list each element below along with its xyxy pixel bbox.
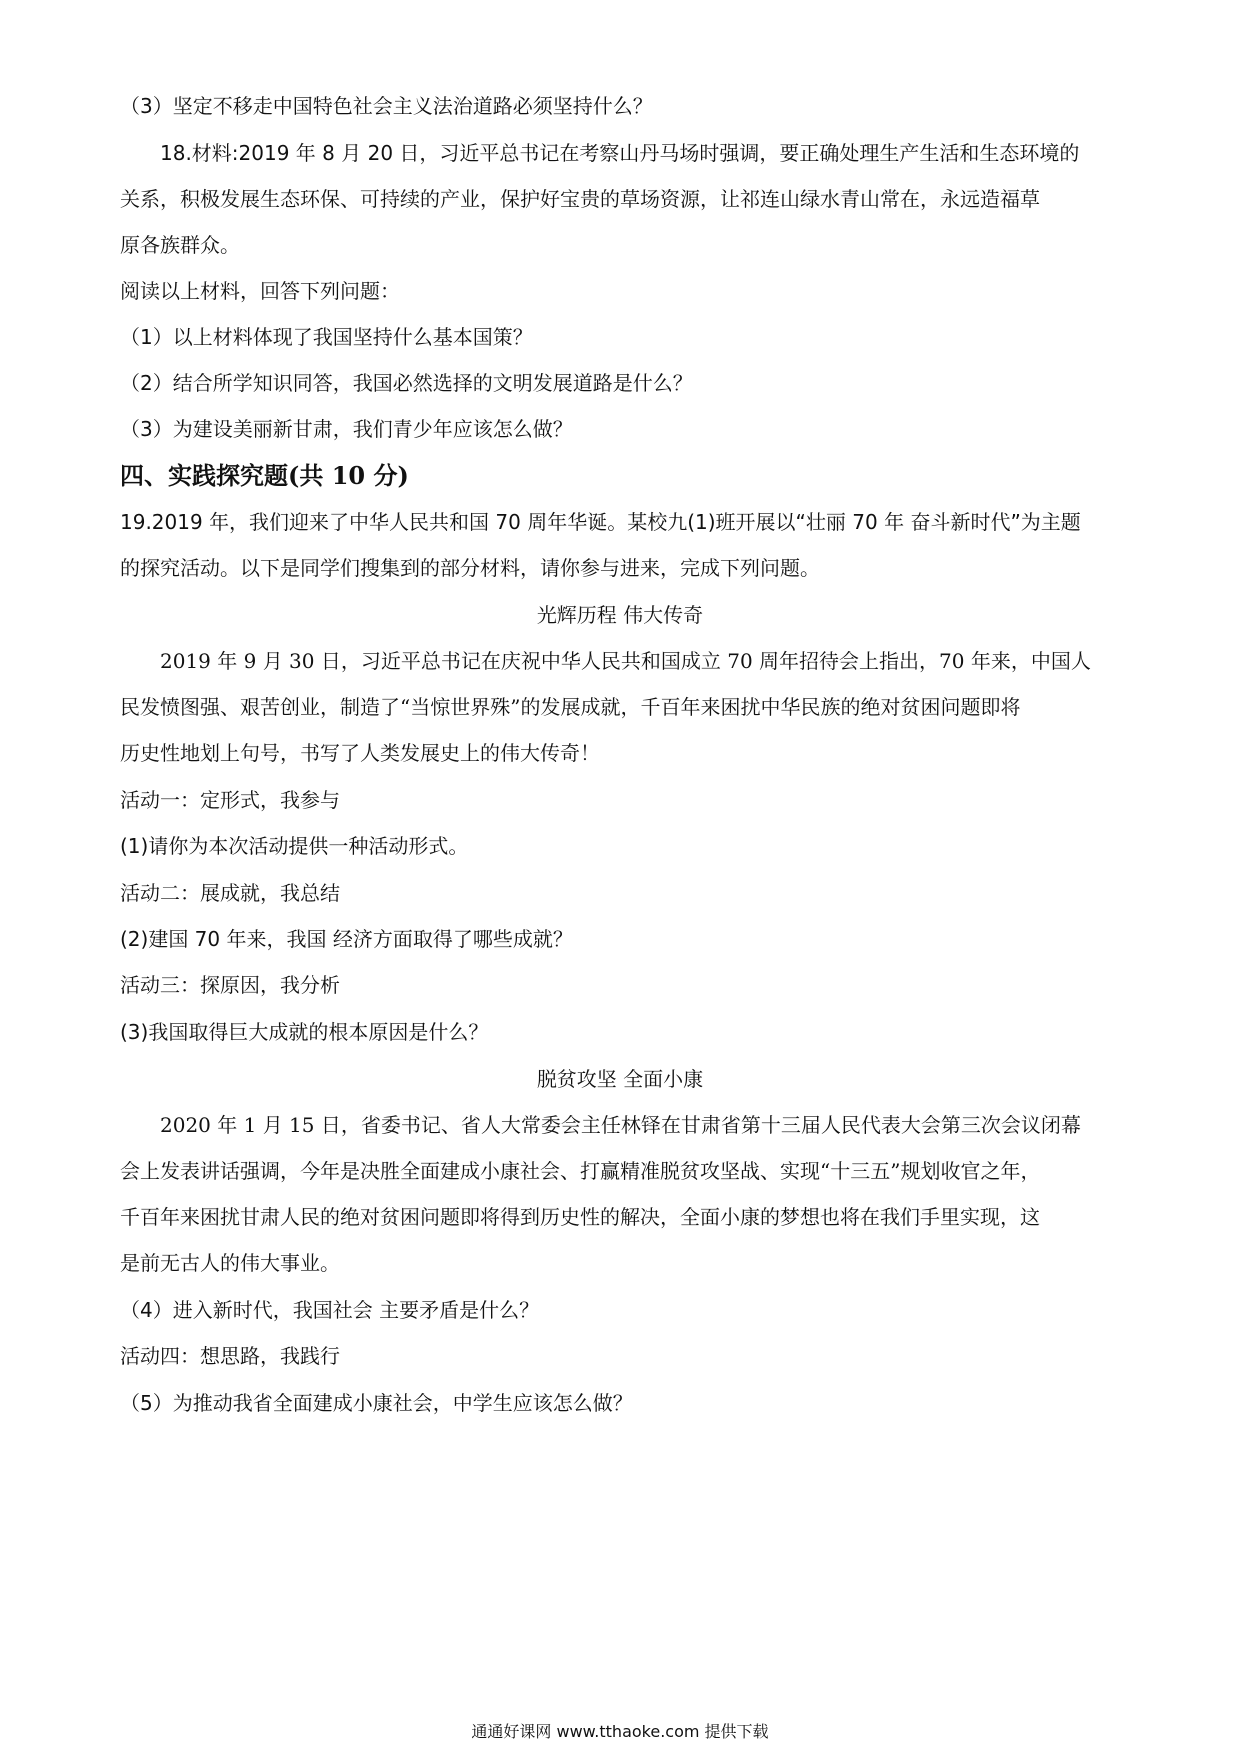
activity-2-label: 活动二：展成就，我总结 [120,881,340,905]
q18-material-line-3: 原各族群众。 [120,233,240,257]
q19-question-3: (3)我国取得巨大成就的根本原因是什么？ [120,1020,489,1044]
q19-question-5: （5）为推动我省全面建成小康社会，中学生应该怎么做？ [120,1391,633,1415]
activity-4-label: 活动四：想思路，我践行 [120,1344,340,1368]
material-subtitle-2: 脱贫攻坚 全面小康 [536,1067,704,1091]
q19-material1-line-1: 2019 年 9 月 30 日，习近平总书记在庆祝中华人民共和国成立 70 周年招待会上指出，70 年来，中国人 [160,649,1091,673]
page-footer: 通通好课网 www.tthaoke.com 提供下载 [471,1722,769,1741]
q18-material-line-2: 关系，积极发展生态环保、可持续的产业，保护好宝贵的草场资源，让祁连山绿水青山常在，永远造福草 [120,187,1040,211]
q19-intro-line-1: 19.2019 年，我们迎来了中华人民共和国 70 周年华诞。某校九(1)班开展以“壮丽 70 年 奋斗新时代”为主题 [120,510,1081,534]
q18-part1: （1）以上材料体现了我国坚持什么基本国策？ [120,325,533,349]
q19-question-4: （4）进入新时代，我国社会 主要矛盾是什么？ [120,1298,540,1322]
q19-material1-line-3: 历史性地划上句号，书写了人类发展史上的伟大传奇！ [120,741,600,765]
q18-part2: （2）结合所学知识同答，我国必然选择的文明发展道路是什么？ [120,371,693,395]
q19-material2-line-3: 千百年来困扰甘肃人民的绝对贫困问题即将得到历史性的解决，全面小康的梦想也将在我们手里实现，这 [120,1205,1040,1229]
q18-part3: （3）为建设美丽新甘肃，我们青少年应该怎么做？ [120,417,573,441]
activity-3-label: 活动三：探原因，我分析 [120,973,340,997]
section-heading: 四、实践探究题(共 10 分) [120,461,409,490]
q18-material-line-1: 18.材料:2019 年 8 月 20 日，习近平总书记在考察山丹马场时强调，要正确处理生产生活和生态环境的 [160,141,1080,165]
q19-material1-line-2: 民发愤图强、艰苦创业，制造了“当惊世界殊”的发展成就，千百年来困扰中华民族的绝对贫困问题即将 [120,695,1021,719]
q19-material2-line-1: 2020 年 1 月 15 日，省委书记、省人大常委会主任林铎在甘肃省第十三届人民代表大会第三次会议闭幕 [160,1113,1081,1137]
activity-1-label: 活动一：定形式，我参与 [120,788,340,812]
q19-material2-line-2: 会上发表讲话强调，今年是决胜全面建成小康社会、打赢精准脱贫攻坚战、实现“十三五”规划收官之年， [120,1159,1041,1183]
q17-part3: （3）坚定不移走中国特色社会主义法治道路必须坚持什么？ [120,94,653,118]
q19-material2-line-4: 是前无古人的伟大事业。 [120,1251,340,1275]
q19-intro-line-2: 的探究活动。以下是同学们搜集到的部分材料，请你参与进来，完成下列问题。 [120,556,820,580]
q19-question-1: (1)请你为本次活动提供一种活动形式。 [120,834,469,858]
q18-prompt: 阅读以上材料，回答下列问题： [120,279,400,303]
q19-question-2: (2)建国 70 年来，我国 经济方面取得了哪些成就？ [120,927,573,951]
material-subtitle-1: 光辉历程 伟大传奇 [536,603,704,627]
